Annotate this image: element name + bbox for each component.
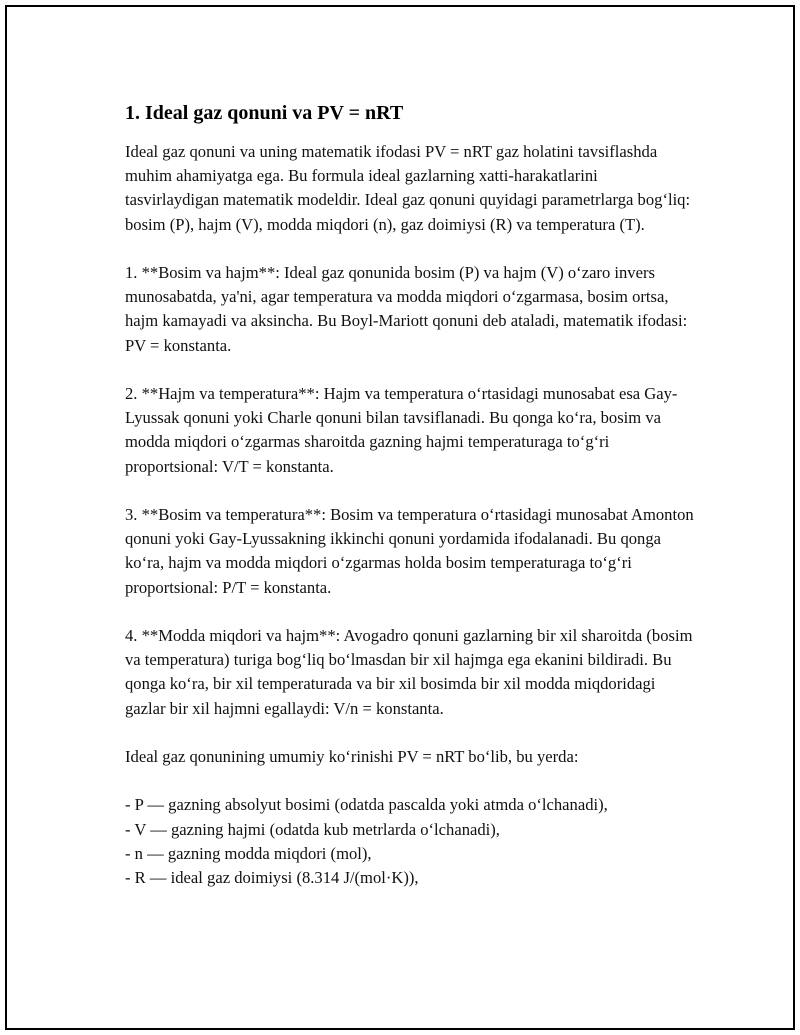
summary-paragraph: Ideal gaz qonunining umumiy ko‘rinishi PV = nRT bo‘lib, bu yerda: [125, 747, 579, 766]
paragraph-pressure-temperature: 3. **Bosim va temperatura**: Bosim va temperatura o‘rtasidagi munosabat Amonton qonuni yoki Gay-Lyussakning ikkinchi qonuni yordamida ifodalanadi. Bu qonga ko‘ra, hajm va modda miqdori o‘zgarmas holda bosim temperaturaga to‘g‘ri proportsional: P/T = konstanta. [125, 505, 694, 597]
paragraph-volume-temperature: 2. **Hajm va temperatura**: Hajm va temperatura o‘rtasidagi munosabat esa Gay-Lyussak qonuni yoki Charle qonuni bilan tavsiflanadi. Bu qonga ko‘ra, bosim va modda miqdori o‘zgarmas sharoitda gazning hajmi temperaturaga to‘g‘ri proportsional: V/T = konstanta. [125, 384, 678, 476]
list-item: - P — gazning absolyut bosimi (odatda pascalda yoki atmda o‘lchanadi), [125, 795, 608, 815]
variable-list [125, 793, 695, 890]
document-body [125, 101, 695, 890]
list-item: - n — gazning modda miqdori (mol), [125, 843, 372, 863]
paragraph-amount-volume: 4. **Modda miqdori va hajm**: Avogadro qonuni gazlarning bir xil sharoitda (bosim va temperatura) turiga bog‘liq bo‘lmasdan bir xil hajmga ega ekanini bildiradi. Bu qonga ko‘ra, bir xil temperaturada va bir xil bosimda bir xil modda miqdoridagi gazlar bir xil hajmni egallaydi: V/n = konstanta. [125, 626, 693, 718]
paragraph-pressure-volume: 1. **Bosim va hajm**: Ideal gaz qonunida bosim (P) va hajm (V) o‘zaro invers munosabatda, ya'ni, agar temperatura va modda miqdori o‘zgarmasa, bosim ortsa, hajm kamayadi va aksincha. Bu Boyl-Mariott qonuni deb ataladi, matematik ifodasi: PV = konstanta. [125, 263, 688, 355]
list-item: - R — ideal gaz doimiysi (8.314 J/(mol·K)), [125, 868, 419, 887]
page-frame [5, 5, 795, 1030]
page-title: 1. Ideal gaz qonuni va PV = nRT [125, 102, 404, 124]
list-item: - V — gazning hajmi (odatda kub metrlarda o‘lchanadi), [125, 819, 500, 839]
intro-paragraph: Ideal gaz qonuni va uning matematik ifodasi PV = nRT gaz holatini tavsiflashda muhim ahamiyatga ega. Bu formula ideal gazlarning xatti-harakatlarini tasvirlaydigan matematik modeldir. Ideal gaz qonuni quyidagi parametrlarga bog‘liq: bosim (P), hajm (V), modda miqdori (n), gaz doimiysi (R) va temperatura (T). [125, 142, 691, 234]
